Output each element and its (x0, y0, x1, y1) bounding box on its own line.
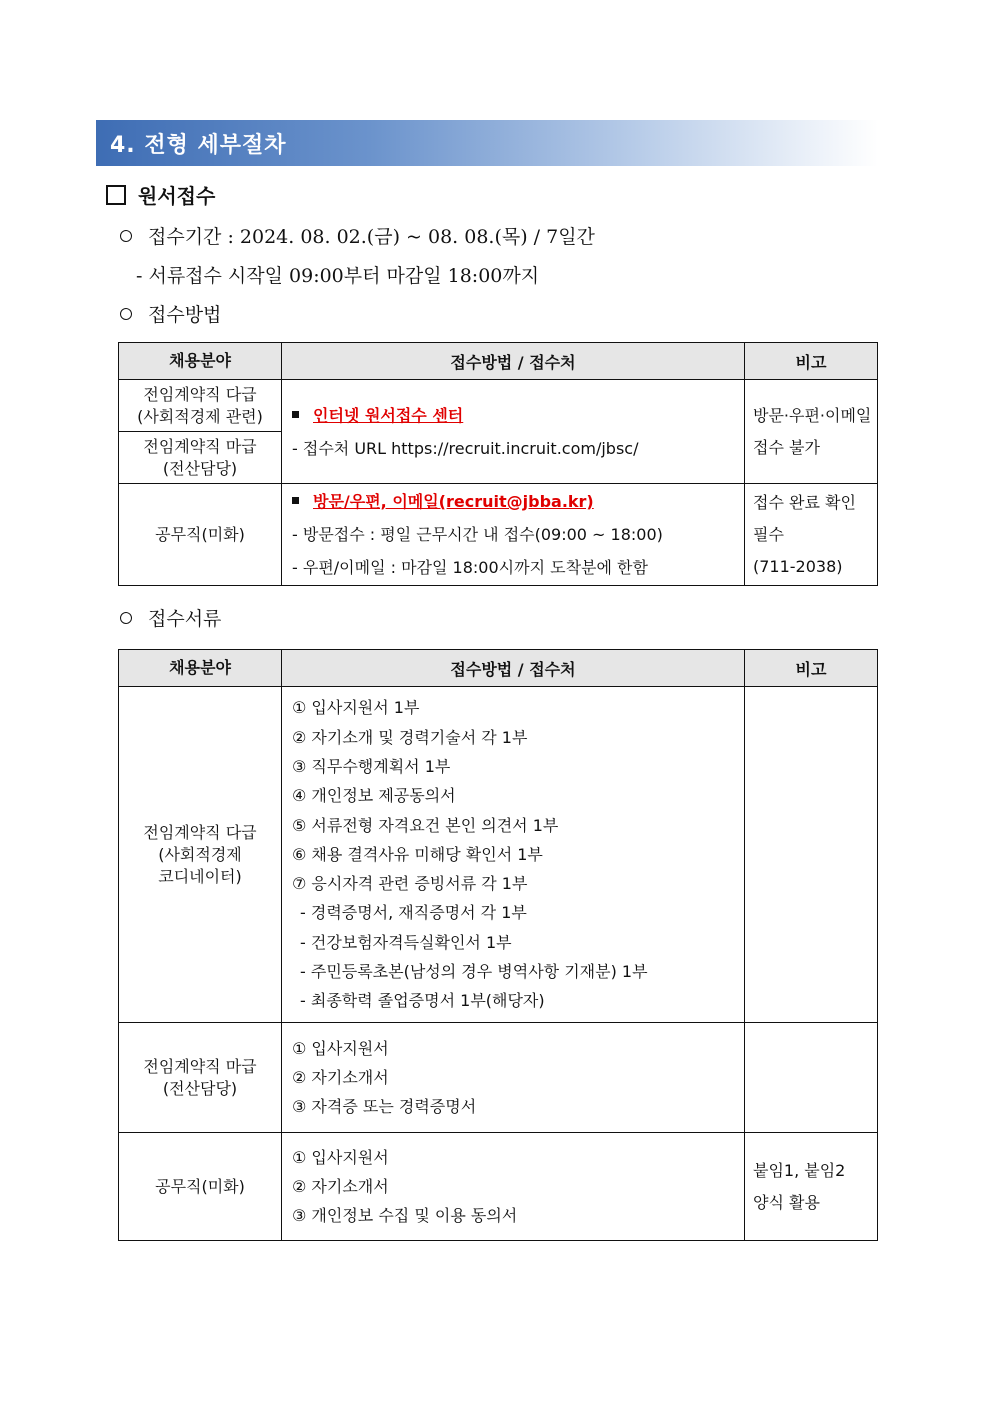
note-text: 필수 (753, 524, 784, 544)
table-row (119, 1023, 878, 1133)
period-line (120, 222, 595, 249)
banner-title: 4. 전형 세부절차 (110, 132, 287, 158)
method-cell (282, 380, 745, 484)
method-item: - 방문접수 : 평일 근무시간 내 접수(09:00 ~ 18:00) (292, 525, 663, 544)
table-header-row (119, 650, 878, 687)
square-bullet-icon (292, 411, 299, 418)
header-method: 접수방법 / 접수처 (282, 343, 745, 380)
list-item: - 최종학력 졸업증명서 1부(해당자) (300, 991, 545, 1011)
note-cell (745, 380, 878, 484)
list-item: ③ 개인정보 수집 및 이용 동의서 (292, 1206, 518, 1226)
note-text: 접수 불가 (753, 437, 820, 457)
note-text: 방문·우편·이메일 (753, 405, 872, 425)
method-link[interactable]: 인터넷 원서접수 센터 (313, 405, 464, 425)
method-cell (282, 484, 745, 586)
method-link[interactable]: 방문/우편, 이메일(recruit@jbba.kr) (313, 492, 594, 511)
header-field: 채용분야 (119, 343, 282, 380)
note-text: 양식 활용 (753, 1192, 820, 1212)
table-header-row (119, 343, 878, 380)
docs-heading (120, 604, 221, 631)
list-item: ③ 직무수행계획서 1부 (292, 756, 451, 776)
field-text: 코디네이터) (158, 866, 242, 886)
circle-bullet-icon (120, 230, 132, 242)
table-row (119, 1133, 878, 1241)
field-text: (사회적경제 관련) (137, 406, 263, 426)
section-title: 원서접수 (138, 184, 216, 208)
docs-table (118, 649, 878, 1241)
note-cell (745, 1133, 878, 1241)
method-heading (120, 300, 221, 327)
field-cell (119, 432, 282, 484)
list-item: ② 자기소개 및 경력기술서 각 1부 (292, 727, 528, 747)
header-field: 채용분야 (119, 650, 282, 687)
period-sub: - 서류접수 시작일 09:00부터 마감일 18:00까지 (136, 265, 540, 287)
list-item: - 건강보험자격득실확인서 1부 (300, 932, 512, 952)
field-text: 전임계약직 다급 (143, 384, 257, 404)
table-row (119, 687, 878, 1023)
header-note: 비고 (745, 650, 878, 687)
list-item: ④ 개인정보 제공동의서 (292, 786, 456, 806)
field-cell (119, 380, 282, 432)
note-cell (745, 1023, 878, 1133)
table-row (119, 484, 878, 586)
note-text: (711-2038) (753, 556, 843, 576)
field-cell: 공무직(미화) (119, 1133, 282, 1241)
list-item: ② 자기소개서 (292, 1176, 389, 1196)
list-item: ③ 자격증 또는 경력증명서 (292, 1097, 477, 1117)
method-item (292, 399, 744, 432)
field-text: 전임계약직 마급 (143, 436, 257, 456)
table-row (119, 380, 878, 432)
section-banner (96, 120, 878, 166)
docs-cell (282, 1133, 745, 1241)
field-cell: 공무직(미화) (119, 484, 282, 586)
field-cell (119, 1023, 282, 1133)
list-item: ⑦ 응시자격 관련 증빙서류 각 1부 (292, 874, 528, 894)
checkbox-square-icon (106, 185, 126, 205)
method-item: - 우편/이메일 : 마감일 18:00시까지 도착분에 한함 (292, 558, 648, 577)
period-text: 접수기간 : 2024. 08. 02.(금) ~ 08. 08.(목) / 7일간 (148, 226, 595, 248)
method-title: 접수방법 (148, 304, 222, 326)
circle-bullet-icon (120, 308, 132, 320)
header-note: 비고 (745, 343, 878, 380)
list-item: ⑥ 채용 결격사유 미해당 확인서 1부 (292, 844, 543, 864)
docs-cell (282, 687, 745, 1023)
list-item: ② 자기소개서 (292, 1067, 389, 1087)
square-bullet-icon (292, 497, 299, 504)
header-method: 접수방법 / 접수처 (282, 650, 745, 687)
circle-bullet-icon (120, 612, 132, 624)
note-text: 접수 완료 확인 (753, 492, 856, 512)
field-cell (119, 687, 282, 1023)
list-item: ① 입사지원서 1부 (292, 698, 420, 718)
note-text: 붙임1, 붙임2 (753, 1160, 846, 1180)
list-item: ① 입사지원서 (292, 1038, 389, 1058)
docs-cell (282, 1023, 745, 1133)
method-table (118, 342, 878, 586)
note-cell (745, 484, 878, 586)
list-item: ① 입사지원서 (292, 1147, 389, 1167)
method-item: - 접수처 URL https://recruit.incruit.com/jbsc/ (292, 438, 639, 458)
list-item: - 주민등록초본(남성의 경우 병역사항 기재분) 1부 (300, 962, 648, 982)
section-heading (106, 180, 215, 209)
note-cell (745, 687, 878, 1023)
docs-title: 접수서류 (148, 608, 222, 630)
list-item: ⑤ 서류전형 자격요건 본인 의견서 1부 (292, 815, 559, 835)
list-item: - 경력증명서, 재직증명서 각 1부 (300, 903, 527, 923)
field-text: (사회적경제 (158, 844, 242, 864)
field-text: 전임계약직 다급 (143, 822, 257, 842)
field-text: (전산담당) (162, 1078, 238, 1098)
field-text: 전임계약직 마급 (143, 1056, 257, 1076)
field-text: (전산담당) (162, 458, 238, 478)
method-item (292, 485, 744, 518)
